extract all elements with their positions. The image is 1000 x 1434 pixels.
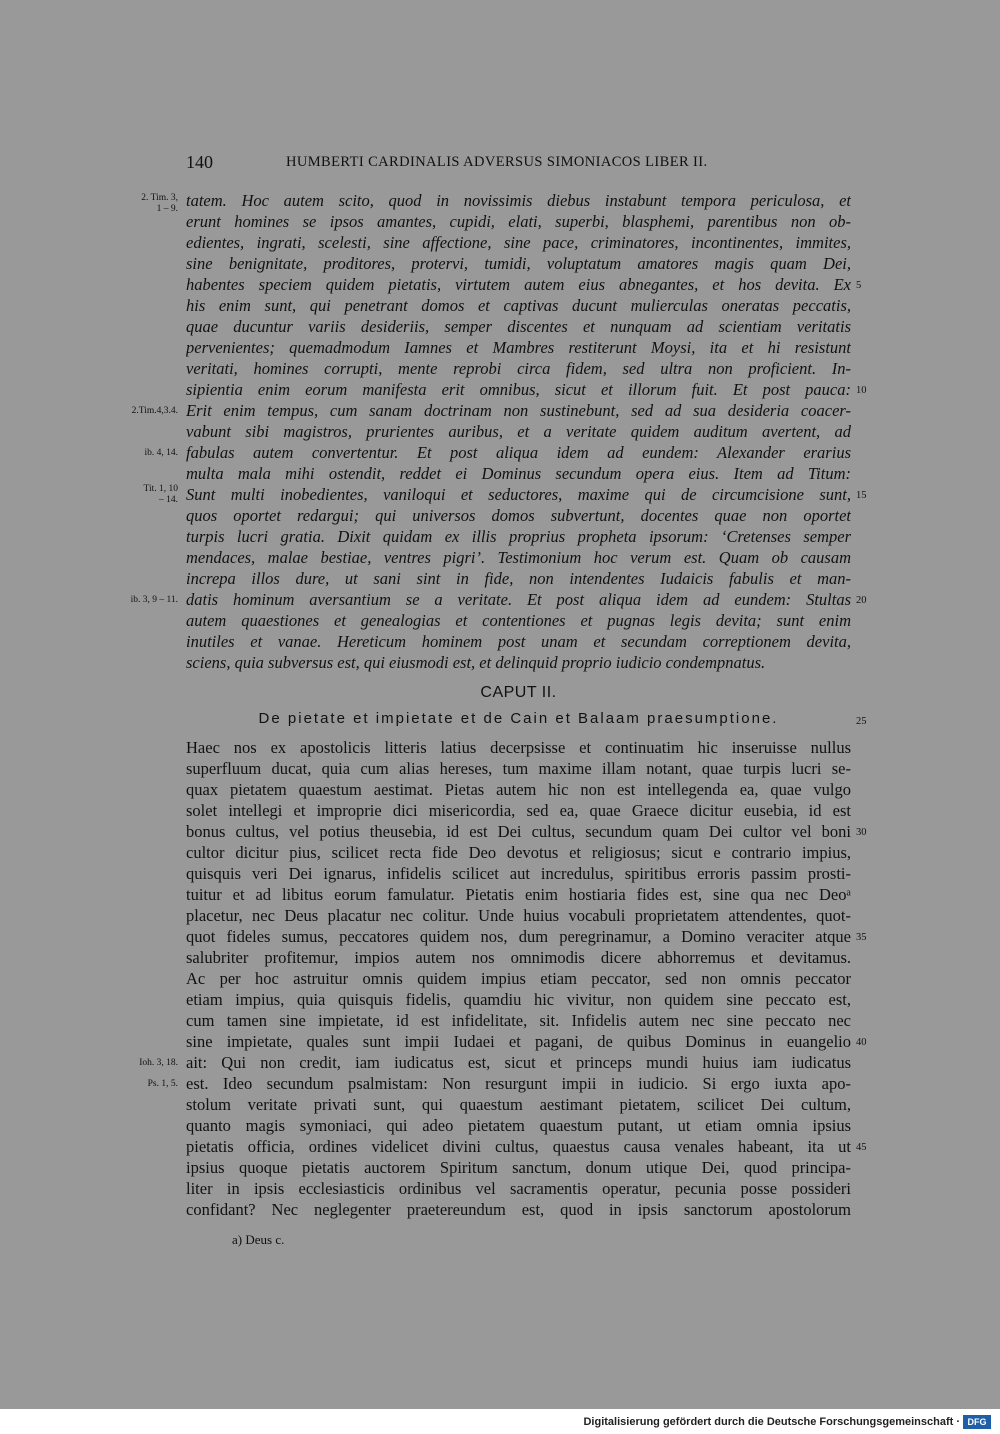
margin-reference: 2. Tim. 3, [141, 193, 178, 203]
text-line: cultor dicitur pius, scilicet recta fide Deo devotus et religiosus; sicut e contrario impius, [186, 843, 851, 862]
text-line: edientes, ingrati, scelesti, sine affectione, sine pace, criminatores, incontinentes, immites, [186, 233, 851, 252]
text-line: bonus cultus, vel potius theusebia, id est Dei cultus, secundum quam Dei cultor vel boni [186, 822, 851, 841]
text-line: Ac per hoc astruitur omnis quidem impius etiam peccator, sed non omnis peccator [186, 969, 851, 988]
text-line: erunt homines se ipsos amantes, cupidi, elati, superbi, blasphemi, parentibus non ob- [186, 212, 851, 231]
line-number: 45 [856, 1142, 867, 1153]
text-line: fabulas autem convertentur. Et post aliqua idem ad eundem: Alexander erarius [186, 443, 851, 462]
chapter-title: CAPUT II. [480, 684, 557, 701]
margin-reference: Tit. 1, 10 [143, 484, 178, 494]
running-title: HUMBERTI CARDINALIS ADVERSUS SIMONIACOS LIBER II. [286, 154, 708, 170]
text-line: placetur, nec Deus placatur nec colitur. Unde huius vocabuli proprietatem attendentes, quot- [186, 906, 851, 925]
line-number: 5 [856, 280, 862, 291]
text-line: quos oportet redargui; qui universos domos subvertunt, docentes quae non oportet [186, 506, 851, 525]
text-line: habentes speciem quidem pietatis, virtutem autem eius abnegantes, et hos devita. Ex [186, 275, 851, 294]
text-line: vabunt sibi magistros, prurientes auribus, et a veritate quidem auditum avertent, ad [186, 422, 851, 441]
text-line: Erit enim tempus, cum sanam doctrinam non sustinebunt, sed ad sua desideria coacer- [186, 401, 851, 420]
chapter-subtitle: De pietate et impietate et de Cain et Balaam praesumptione. [258, 710, 779, 727]
dfg-logo: DFG [963, 1415, 991, 1429]
text-line: sipientia enim eorum manifesta erit omnibus, sicut et illorum fuit. Et post pauca: [186, 380, 851, 399]
line-number: 35 [856, 932, 867, 943]
running-header [186, 152, 851, 176]
text-line: quax pietatem quaestum aestimat. Pietas autem hic non est intellegenda ea, quae vulgo [186, 780, 851, 799]
text-line: quot fideles sumus, peccatores quidem nos, dum peregrinamur, a Domino veraciter atque [186, 927, 851, 946]
text-line: inutiles et vanae. Hereticum hominem post unam et secundam correptionem devita, [186, 632, 851, 651]
text-line: tatem. Hoc autem scito, quod in novissimis diebus instabunt tempora periculosa, et [186, 191, 851, 210]
text-line: ait: Qui non credit, iam iudicatus est, sicut et princeps mundi huius iam iudicatus [186, 1053, 851, 1072]
text-line: datis hominum aversantium se a veritate. Et post aliqua idem ad eundem: Stultas [186, 590, 851, 609]
text-line: liter in ipsis ecclesiasticis ordinibus vel sacramentis operatur, pecunia posse possideri [186, 1179, 851, 1198]
margin-reference: ib. 4, 14. [144, 448, 178, 458]
text-line: confidant? Nec neglegenter praetereundum est, quod in ipsis sanctorum apostolorum [186, 1200, 851, 1219]
line-number: 30 [856, 827, 867, 838]
text-line: stolum veritate privati sunt, qui quaestum aestimant pietatem, scilicet Dei cultum, [186, 1095, 851, 1114]
margin-reference: 2.Tim.4,3.4. [131, 406, 178, 416]
line-number: 20 [856, 595, 867, 606]
text-line: quisquis veri Dei ignarus, infidelis scilicet aut incredulus, spiritibus erroris passim prosti- [186, 864, 851, 883]
margin-reference: – 14. [159, 495, 178, 505]
text-line: quanto magis symoniaci, qui adeo pietatem quaestum putant, ut etiam omnia ipsius [186, 1116, 851, 1135]
text-line: pervenientes; quemadmodum Iamnes et Mambres restiterunt Moysi, ita et hi resistunt [186, 338, 851, 357]
text-line: autem quaestiones et genealogias et contentiones et pugnas legis devita; sunt enim [186, 611, 851, 630]
margin-reference: Ps. 1, 5. [147, 1079, 178, 1089]
text-line: tuitur et ad libitus eorum famulatur. Pietatis enim hostiaria fides est, sine qua nec Deoᵃ [186, 885, 851, 904]
text-line: salubriter profitemur, impios autem nos omnimodis dicere abhorremus et devitamus. [186, 948, 851, 967]
text-line: quae ducuntur variis desideriis, semper discentes et nunquam ad scientiam veritatis [186, 317, 851, 336]
text-line: turpis lucri gratia. Dixit quidam ex illis proprius propheta ipsorum: ‘Cretenses semper [186, 527, 851, 546]
text-line: superfluum ducat, quia cum alias hereses, tum maxime illam notant, quae turpis lucri se- [186, 759, 851, 778]
margin-reference: Ioh. 3, 18. [139, 1058, 178, 1068]
text-line: his enim sunt, qui penetrant domos et captivas ducunt mulierculas oneratas peccatis, [186, 296, 851, 315]
text-line: est. Ideo secundum psalmistam: Non resurgunt impii in iudicio. Si ergo iuxta apo- [186, 1074, 851, 1093]
text-line: sine impietate, quales sunt impii Iudaei et pagani, de quibus Dominus in euangelio [186, 1032, 851, 1051]
line-number: 15 [856, 490, 867, 501]
digitization-credit-text: Digitalisierung gefördert durch die Deutsche Forschungsgemeinschaft · [583, 1416, 960, 1428]
text-line: increpa illos dure, ut sani sint in fide, non intendentes Iudaicis fabulis et man- [186, 569, 851, 588]
line-number: 10 [856, 385, 867, 396]
text-line: Sunt multi inobedientes, vaniloqui et seductores, maxime qui de circumcisione sunt, [186, 485, 851, 504]
digitization-credit-bar [0, 1409, 1000, 1434]
text-line: multa mala mihi ostendit, reddet ei Dominus secundum opera eius. Item ad Titum: [186, 464, 851, 483]
text-line: mendaces, malae bestiae, ventres pigri’. Testimonium hoc verum est. Quam ob causam [186, 548, 851, 567]
line-number: 40 [856, 1037, 867, 1048]
text-line: cum tamen sine impietate, id est infidelitate, sit. Infidelis autem nec sine peccato nec [186, 1011, 851, 1030]
text-line: etiam impius, quia quisquis fidelis, quamdiu hic vivitur, non quidem sine peccato est, [186, 990, 851, 1009]
page-number: 140 [186, 152, 213, 172]
text-line: veritati, homines corrupti, mente reprobi circa fidem, sed ultra non proficient. In- [186, 359, 851, 378]
text-line: sine benignitate, proditores, protervi, tumidi, voluptatum amatores magis quam Dei, [186, 254, 851, 273]
margin-reference: ib. 3, 9 – 11. [130, 595, 178, 605]
text-line: solet intellegi et improprie dici misericordia, sed ea, quae Graece dicitur eusebia, id est [186, 801, 851, 820]
text-line: sciens, quia subversus est, qui eiusmodi est, et delinquid proprio iudicio condempnatus. [186, 653, 766, 672]
line-number: 25 [856, 716, 867, 727]
margin-reference: 1 – 9. [156, 204, 178, 214]
text-line: pietatis officia, ordines videlicet divini cultus, quaestus causa venales habeant, ita ut [186, 1137, 851, 1156]
footnote: a) Deus c. [232, 1232, 285, 1247]
text-line: ipsius quoque pietatis auctorem Spiritum sanctum, donum utique Dei, quod principa- [186, 1158, 851, 1177]
text-line: Haec nos ex apostolicis litteris latius decerpsisse et continuatim hic inseruisse nullus [186, 738, 851, 757]
